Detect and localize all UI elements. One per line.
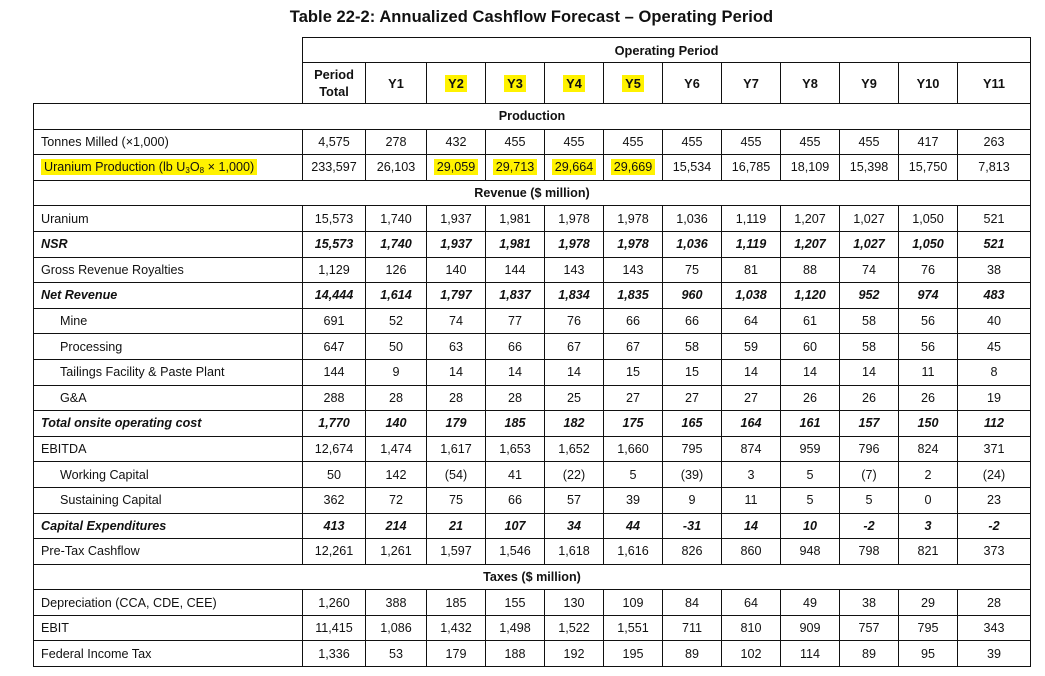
year-cell-y6: 1,036 [663,231,722,257]
table-row [34,411,1031,437]
year-cell-y2 [427,155,486,181]
year-cell-y9: 157 [840,411,899,437]
year-cell-y3: 455 [486,129,545,155]
year-cell-y6: 15 [663,359,722,385]
year-cell-y6: 165 [663,411,722,437]
year-cell-y7: 1,119 [722,206,781,232]
year-cell-y5: 455 [604,129,663,155]
year-cell-y1: 50 [366,334,427,360]
year-cell-y7: 860 [722,539,781,565]
year-cell-y2: 185 [427,590,486,616]
year-header-y10: Y10 [899,63,958,104]
row-label: Total onsite operating cost [34,411,303,437]
year-cell-y2: 21 [427,513,486,539]
table-row [34,615,1031,641]
table-title: Table 22-2: Annualized Cashflow Forecast – Operating Period [289,8,774,26]
year-cell-y9: 58 [840,334,899,360]
year-cell-y10: 3 [899,513,958,539]
year-cell-y1: 1,740 [366,231,427,257]
table-row [34,129,1031,155]
year-cell-y7: 64 [722,308,781,334]
year-cell-y6: 711 [663,615,722,641]
year-cell-y3: 41 [486,462,545,488]
year-cell-y5: 195 [604,641,663,667]
highlight: Y3 [504,75,526,92]
period-total-cell: 1,129 [303,257,366,283]
highlight: 29,713 [493,159,538,175]
table-row [34,334,1031,360]
year-cell-y6: 75 [663,257,722,283]
year-cell-y8: 909 [781,615,840,641]
highlight: 29,059 [434,159,479,175]
year-cell-y4: 14 [545,359,604,385]
year-cell-y1: 140 [366,411,427,437]
year-cell-y5: 44 [604,513,663,539]
year-cell-y5: 1,616 [604,539,663,565]
year-cell-y7: 14 [722,359,781,385]
year-cell-y6: 89 [663,641,722,667]
year-cell-y4: 67 [545,334,604,360]
year-cell-y7: 64 [722,590,781,616]
year-cell-y10: 56 [899,308,958,334]
year-header-y9: Y9 [840,63,899,104]
year-cell-y4: 130 [545,590,604,616]
year-cell-y6: 15,534 [663,155,722,181]
period-total-cell: 11,415 [303,615,366,641]
year-cell-y3: 77 [486,308,545,334]
year-cell-y4: 57 [545,487,604,513]
period-total-cell: 15,573 [303,231,366,257]
row-label: NSR [34,231,303,257]
table-row [34,539,1031,565]
row-label: Tonnes Milled (×1,000) [34,129,303,155]
period-total-cell: 14,444 [303,283,366,309]
row-label: Working Capital [34,462,303,488]
year-cell-y3: 28 [486,385,545,411]
year-cell-y7: 1,119 [722,231,781,257]
year-cell-y10: 795 [899,615,958,641]
year-cell-y2: 432 [427,129,486,155]
year-cell-y5: 15 [604,359,663,385]
year-cell-y4: 143 [545,257,604,283]
period-total-cell: 413 [303,513,366,539]
year-cell-y3: 14 [486,359,545,385]
row-label: Tailings Facility & Paste Plant [34,359,303,385]
period-total-cell: 362 [303,487,366,513]
year-cell-y6: 84 [663,590,722,616]
period-total-cell: 144 [303,359,366,385]
year-cell-y11: (24) [958,462,1031,488]
year-cell-y4: 1,834 [545,283,604,309]
period-total-cell: 691 [303,308,366,334]
period-total-cell: 50 [303,462,366,488]
year-cell-y5: 5 [604,462,663,488]
year-header-y3 [486,63,545,104]
year-cell-y10: 95 [899,641,958,667]
year-cell-y6: 1,036 [663,206,722,232]
operating-period-header: Operating Period [303,38,1031,63]
year-cell-y5: 39 [604,487,663,513]
table-row [34,308,1031,334]
year-cell-y1: 388 [366,590,427,616]
year-cell-y11: 371 [958,436,1031,462]
row-label: Sustaining Capital [34,487,303,513]
year-cell-y6: 960 [663,283,722,309]
period-total-cell: 1,770 [303,411,366,437]
year-cell-y1: 26,103 [366,155,427,181]
year-cell-y2: 1,797 [427,283,486,309]
year-cell-y5: 109 [604,590,663,616]
year-cell-y5: 1,551 [604,615,663,641]
year-cell-y4: 192 [545,641,604,667]
period-total-cell: 288 [303,385,366,411]
year-cell-y7: 11 [722,487,781,513]
year-cell-y5: 143 [604,257,663,283]
year-cell-y8: 455 [781,129,840,155]
table-row [34,359,1031,385]
year-cell-y3: 66 [486,487,545,513]
year-cell-y9: 798 [840,539,899,565]
year-cell-y1: 142 [366,462,427,488]
year-cell-y3: 1,546 [486,539,545,565]
year-cell-y1: 214 [366,513,427,539]
year-cell-y9: 952 [840,283,899,309]
table-row [34,257,1031,283]
row-label: Gross Revenue Royalties [34,257,303,283]
year-cell-y9: 74 [840,257,899,283]
year-cell-y8: 1,207 [781,206,840,232]
year-cell-y11: 373 [958,539,1031,565]
period-total-cell: 12,261 [303,539,366,565]
year-cell-y7: 27 [722,385,781,411]
year-cell-y9: 38 [840,590,899,616]
year-cell-y1: 1,086 [366,615,427,641]
year-cell-y9: 1,027 [840,231,899,257]
year-cell-y10: 76 [899,257,958,283]
year-cell-y4: (22) [545,462,604,488]
year-header-y7: Y7 [722,63,781,104]
year-cell-y9: 26 [840,385,899,411]
year-cell-y4: 1,652 [545,436,604,462]
table-row [34,231,1031,257]
year-cell-y3: 1,981 [486,231,545,257]
year-cell-y11: 521 [958,231,1031,257]
year-cell-y4 [545,155,604,181]
year-header-y11: Y11 [958,63,1031,104]
year-cell-y9: (7) [840,462,899,488]
year-cell-y11: 483 [958,283,1031,309]
year-cell-y10: 1,050 [899,231,958,257]
year-cell-y2: 14 [427,359,486,385]
table-row [34,462,1031,488]
year-cell-y10: 15,750 [899,155,958,181]
row-label: Depreciation (CCA, CDE, CEE) [34,590,303,616]
year-header-y8: Y8 [781,63,840,104]
year-cell-y7: 3 [722,462,781,488]
year-cell-y2: 1,937 [427,206,486,232]
year-cell-y11: 40 [958,308,1031,334]
year-cell-y11: 343 [958,615,1031,641]
year-cell-y2: 179 [427,641,486,667]
highlight: Y5 [622,75,644,92]
period-total-cell: 233,597 [303,155,366,181]
period-total-cell: 1,260 [303,590,366,616]
year-cell-y5 [604,155,663,181]
year-cell-y9: 796 [840,436,899,462]
year-cell-y10: 150 [899,411,958,437]
period-total-cell: 4,575 [303,129,366,155]
year-cell-y6: 795 [663,436,722,462]
year-cell-y3: 155 [486,590,545,616]
year-cell-y1: 278 [366,129,427,155]
year-cell-y11: 45 [958,334,1031,360]
year-cell-y11: 263 [958,129,1031,155]
year-cell-y11: 521 [958,206,1031,232]
table-row [34,436,1031,462]
year-cell-y3: 1,498 [486,615,545,641]
year-cell-y3: 144 [486,257,545,283]
year-header-y4 [545,63,604,104]
year-cell-y10: 821 [899,539,958,565]
year-cell-y9: 14 [840,359,899,385]
year-cell-y8: 948 [781,539,840,565]
row-label [34,155,303,181]
section-header-taxes: Taxes ($ million) [34,564,1031,590]
highlight: 29,669 [611,159,656,175]
year-cell-y2: 74 [427,308,486,334]
year-cell-y4: 182 [545,411,604,437]
year-cell-y5: 1,978 [604,231,663,257]
year-cell-y5: 1,835 [604,283,663,309]
row-label: EBITDA [34,436,303,462]
year-cell-y3 [486,155,545,181]
highlight: Y2 [445,75,467,92]
year-cell-y9: 5 [840,487,899,513]
table-row [34,283,1031,309]
year-cell-y10: 56 [899,334,958,360]
year-cell-y8: 61 [781,308,840,334]
row-label: Net Revenue [34,283,303,309]
year-cell-y1: 53 [366,641,427,667]
year-cell-y5: 27 [604,385,663,411]
highlight: Y4 [563,75,585,92]
year-cell-y7: 164 [722,411,781,437]
year-cell-y1: 52 [366,308,427,334]
row-label: Pre-Tax Cashflow [34,539,303,565]
year-cell-y8: 5 [781,487,840,513]
year-cell-y9: 1,027 [840,206,899,232]
year-cell-y8: 959 [781,436,840,462]
year-cell-y9: 455 [840,129,899,155]
year-cell-y3: 1,981 [486,206,545,232]
year-header-y6: Y6 [663,63,722,104]
period-total-cell: 647 [303,334,366,360]
year-cell-y10: 417 [899,129,958,155]
year-cell-y5: 66 [604,308,663,334]
period-total-cell: 12,674 [303,436,366,462]
year-cell-y2: 1,597 [427,539,486,565]
year-cell-y2: 1,432 [427,615,486,641]
row-label: Federal Income Tax [34,641,303,667]
period-total-cell: 1,336 [303,641,366,667]
year-cell-y8: 60 [781,334,840,360]
year-cell-y1: 1,474 [366,436,427,462]
year-cell-y7: 874 [722,436,781,462]
year-cell-y11: 23 [958,487,1031,513]
year-cell-y6: 9 [663,487,722,513]
year-cell-y8: 161 [781,411,840,437]
year-cell-y4: 1,522 [545,615,604,641]
year-cell-y7: 14 [722,513,781,539]
year-cell-y4: 455 [545,129,604,155]
year-cell-y8: 14 [781,359,840,385]
year-header-y2 [427,63,486,104]
year-cell-y1: 1,261 [366,539,427,565]
year-cell-y6: (39) [663,462,722,488]
year-cell-y6: 826 [663,539,722,565]
year-cell-y10: 1,050 [899,206,958,232]
row-label: Uranium [34,206,303,232]
year-cell-y5: 175 [604,411,663,437]
year-cell-y7: 810 [722,615,781,641]
section-header-revenue: Revenue ($ million) [34,180,1031,206]
year-cell-y9: 58 [840,308,899,334]
year-cell-y8: 26 [781,385,840,411]
row-label: EBIT [34,615,303,641]
year-cell-y10: 0 [899,487,958,513]
year-cell-y5: 1,660 [604,436,663,462]
year-header-y1: Y1 [366,63,427,104]
table-row [34,487,1031,513]
year-cell-y4: 34 [545,513,604,539]
year-cell-y7: 102 [722,641,781,667]
year-cell-y8: 1,207 [781,231,840,257]
year-cell-y8: 5 [781,462,840,488]
table-row [34,206,1031,232]
year-cell-y11: 19 [958,385,1031,411]
year-cell-y5: 67 [604,334,663,360]
header-group-row [34,38,1031,63]
year-cell-y4: 1,618 [545,539,604,565]
year-cell-y7: 59 [722,334,781,360]
table-row [34,513,1031,539]
year-cell-y1: 72 [366,487,427,513]
year-cell-y2: 140 [427,257,486,283]
table-row [34,385,1031,411]
year-cell-y2: 75 [427,487,486,513]
year-cell-y1: 28 [366,385,427,411]
year-cell-y11: 7,813 [958,155,1031,181]
row-label: Processing [34,334,303,360]
year-cell-y2: 1,937 [427,231,486,257]
year-cell-y6: -31 [663,513,722,539]
year-cell-y8: 49 [781,590,840,616]
year-cell-y9: 89 [840,641,899,667]
year-cell-y6: 27 [663,385,722,411]
year-cell-y9: -2 [840,513,899,539]
period-total-cell: 15,573 [303,206,366,232]
year-cell-y10: 974 [899,283,958,309]
year-header-y5 [604,63,663,104]
header-year-row [34,63,1031,104]
year-cell-y8: 88 [781,257,840,283]
year-cell-y7: 455 [722,129,781,155]
year-cell-y9: 15,398 [840,155,899,181]
year-cell-y11: 112 [958,411,1031,437]
year-cell-y8: 114 [781,641,840,667]
year-cell-y4: 1,978 [545,206,604,232]
table-row [34,590,1031,616]
year-cell-y11: 39 [958,641,1031,667]
year-cell-y1: 9 [366,359,427,385]
year-cell-y11: -2 [958,513,1031,539]
year-cell-y10: 11 [899,359,958,385]
year-cell-y11: 28 [958,590,1031,616]
highlight: Uranium Production (lb $U_3O_8 \times 1,000$) [41,159,257,175]
table-row [34,155,1031,181]
year-cell-y6: 66 [663,308,722,334]
year-cell-y9: 757 [840,615,899,641]
year-cell-y10: 2 [899,462,958,488]
year-cell-y3: 1,837 [486,283,545,309]
year-cell-y7: 81 [722,257,781,283]
year-cell-y3: 185 [486,411,545,437]
year-cell-y3: 107 [486,513,545,539]
year-cell-y3: 188 [486,641,545,667]
year-cell-y7: 16,785 [722,155,781,181]
year-cell-y10: 26 [899,385,958,411]
row-label: Capital Expenditures [34,513,303,539]
year-cell-y2: (54) [427,462,486,488]
year-cell-y11: 8 [958,359,1031,385]
year-cell-y6: 58 [663,334,722,360]
table-row [34,641,1031,667]
section-header-production: Production [34,104,1031,130]
year-cell-y11: 38 [958,257,1031,283]
year-cell-y10: 824 [899,436,958,462]
year-cell-y8: 10 [781,513,840,539]
year-cell-y10: 29 [899,590,958,616]
period-total-header: Period Total [303,63,366,104]
year-cell-y2: 28 [427,385,486,411]
year-cell-y1: 1,614 [366,283,427,309]
cashflow-table [33,37,1031,667]
year-cell-y3: 66 [486,334,545,360]
highlight: 29,664 [552,159,597,175]
year-cell-y2: 63 [427,334,486,360]
year-cell-y3: 1,653 [486,436,545,462]
year-cell-y2: 1,617 [427,436,486,462]
row-label: Mine [34,308,303,334]
year-cell-y8: 18,109 [781,155,840,181]
year-cell-y1: 126 [366,257,427,283]
year-cell-y5: 1,978 [604,206,663,232]
year-cell-y2: 179 [427,411,486,437]
year-cell-y4: 76 [545,308,604,334]
year-cell-y4: 25 [545,385,604,411]
year-cell-y1: 1,740 [366,206,427,232]
year-cell-y7: 1,038 [722,283,781,309]
year-cell-y8: 1,120 [781,283,840,309]
row-label: G&A [34,385,303,411]
year-cell-y4: 1,978 [545,231,604,257]
year-cell-y6: 455 [663,129,722,155]
